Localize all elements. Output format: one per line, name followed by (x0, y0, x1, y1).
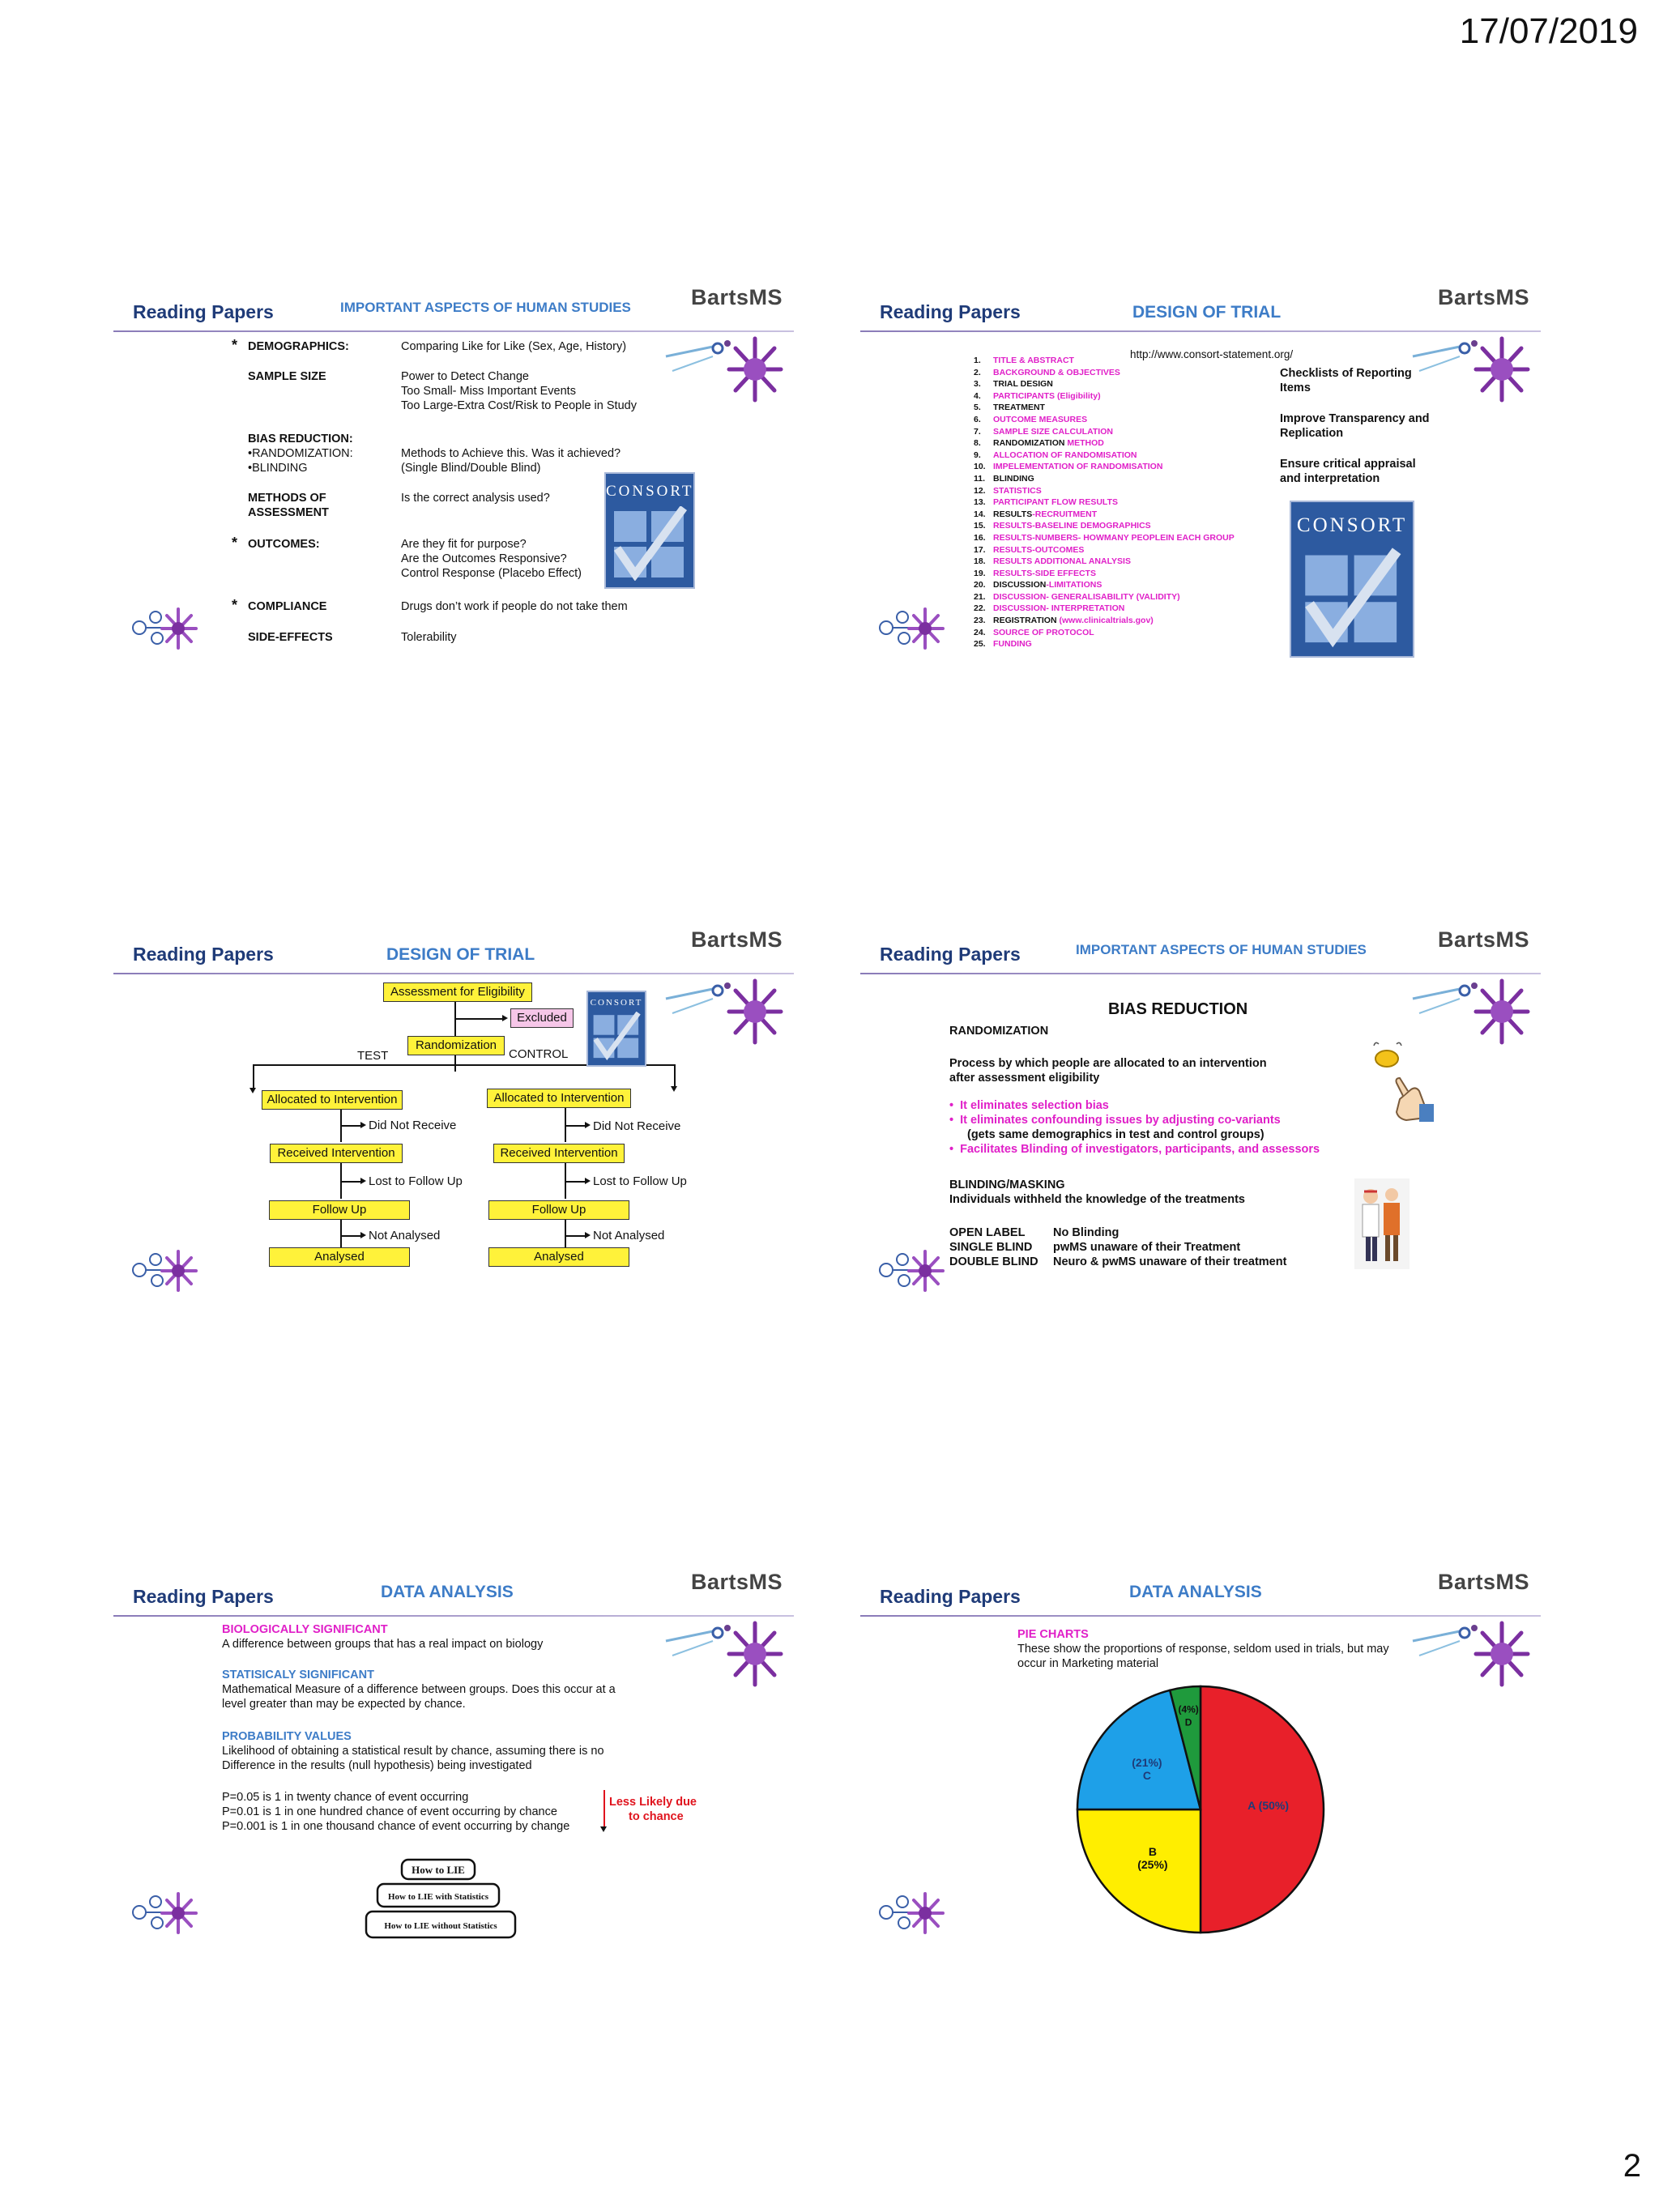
bullet-item: • It eliminates selection bias (949, 1099, 1109, 1112)
side-note: Checklists of Reporting (1280, 367, 1412, 380)
row-value: Too Small- Miss Important Events (401, 385, 576, 398)
excluded-box: Excluded (510, 1008, 574, 1028)
checklist-item: 4. PARTICIPANTS (Eligibility) (974, 390, 1101, 401)
pie-chart (1071, 1680, 1330, 1939)
bartsms-logo: BartsMS (690, 1570, 783, 1594)
molecule-icon (1411, 332, 1533, 407)
p-value-text: P=0.001 is 1 in one thousand chance of event occurring by change (222, 1820, 570, 1833)
slide-data-analysis-significance (113, 1560, 794, 1949)
row-value: Too Large-Extra Cost/Risk to People in Study (401, 399, 637, 412)
slide-design-of-trial-checklist (860, 275, 1541, 664)
molecule-icon (664, 332, 786, 407)
bio-title: BIOLOGICALLY SIGNIFICANT (222, 1623, 388, 1636)
blinding-label: BLINDING/MASKING (949, 1178, 1065, 1191)
molecule-icon (1411, 1617, 1533, 1691)
page-number: 2 (1623, 2148, 1641, 2184)
slide-bias-reduction (860, 918, 1541, 1306)
checklist-item: 8. RANDOMIZATION METHOD (974, 438, 1104, 449)
bartsms-logo: BartsMS (1437, 1570, 1529, 1594)
connector (253, 1064, 254, 1089)
slide-title: Reading Papers (880, 1586, 1021, 1607)
molecule-cluster-icon (862, 599, 951, 656)
not-analysed-label: Not Analysed (369, 1229, 441, 1242)
checklist-item: 17. RESULTS-OUTCOMES (974, 544, 1085, 555)
connector (565, 1235, 586, 1237)
down-arrow-icon (603, 1790, 605, 1827)
control-follow-up-box: Follow Up (488, 1200, 629, 1220)
blinded-scientists-icon (1354, 1178, 1410, 1269)
row-key: OUTCOMES: (248, 538, 320, 551)
checklist-item: 6. OUTCOME MEASURES (974, 414, 1088, 424)
blinding-mode-desc: No Blinding (1053, 1226, 1120, 1239)
checklist-item: 14. RESULTS-RECRUITMENT (974, 509, 1098, 519)
test-received-box: Received Intervention (270, 1144, 403, 1163)
slide-design-of-trial-flowchart (113, 918, 794, 1306)
test-label: TEST (357, 1049, 389, 1063)
book-title: How to LIE without Statistics (384, 1921, 497, 1931)
molecule-icon (664, 1617, 786, 1691)
pie-chart-title: PIE CHARTS (1017, 1628, 1089, 1641)
slide-title: Reading Papers (133, 301, 274, 322)
side-note: Items (1280, 381, 1311, 394)
section-heading: BIAS REDUCTION (1108, 1000, 1248, 1018)
bartsms-logo: BartsMS (1437, 927, 1529, 952)
row-key: COMPLIANCE (248, 600, 327, 613)
control-label: CONTROL (509, 1047, 569, 1061)
side-note: Improve Transparency and (1280, 412, 1430, 425)
slide-subtitle: IMPORTANT ASPECTS OF HUMAN STUDIES (340, 300, 631, 315)
checklist-item: 12. STATISTICS (974, 485, 1042, 496)
checklist-item: 22. DISCUSSION- INTERPRETATION (974, 603, 1125, 614)
molecule-icon (664, 974, 786, 1049)
molecule-icon (1411, 974, 1533, 1049)
lost-to-follow-up-label: Lost to Follow Up (593, 1174, 687, 1188)
books-illustration (365, 1856, 518, 1942)
connector (340, 1235, 361, 1237)
checklist-item: 16. RESULTS-NUMBERS- HOWMANY PEOPLEIN EACH GROUP (974, 532, 1235, 543)
checklist-item: 11. BLINDING (974, 473, 1034, 484)
row-key: DEMOGRAPHICS: (248, 340, 349, 353)
row-key: BIAS REDUCTION: (248, 433, 353, 445)
blinding-mode-desc: pwMS unaware of their Treatment (1053, 1241, 1241, 1254)
checklist-item: 18. RESULTS ADDITIONAL ANALYSIS (974, 556, 1131, 567)
connector (565, 1125, 586, 1127)
less-likely-label: to chance (629, 1810, 684, 1823)
row-value: Are they fit for purpose? (401, 538, 527, 551)
bartsms-logo: BartsMS (690, 285, 783, 309)
checklist-item: 2. BACKGROUND & OBJECTIVES (974, 367, 1120, 377)
row-value: Comparing Like for Like (Sex, Age, History) (401, 340, 627, 353)
checklist-item: 20. DISCUSSION-LIMITATIONS (974, 580, 1102, 590)
star-marker: * (232, 337, 238, 353)
connector (340, 1181, 361, 1183)
slide-data-analysis-pie (860, 1560, 1541, 1949)
consort-logo-text: CONSORT (590, 998, 643, 1008)
slide-title: Reading Papers (133, 1586, 274, 1607)
star-marker: * (232, 597, 238, 613)
checklist-item: 7. SAMPLE SIZE CALCULATION (974, 426, 1113, 437)
process-text: after assessment eligibility (949, 1072, 1100, 1085)
row-key: ASSESSMENT (248, 506, 329, 519)
pie-slice-label: (4%) D (1178, 1703, 1199, 1728)
checklist-item: 5. TREATMENT (974, 403, 1045, 413)
connector (565, 1181, 586, 1183)
checkmark-icon (1301, 548, 1403, 648)
bullet-item: • It eliminates confounding issues by adjusting co-variants (949, 1114, 1281, 1127)
consort-logo-text: CONSORT (606, 483, 694, 501)
blinding-mode: OPEN LABEL (949, 1226, 1026, 1239)
slide-title: Reading Papers (880, 301, 1021, 322)
slide-title: Reading Papers (133, 944, 274, 965)
pie-chart-desc: These show the proportions of response, seldom used in trials, but may (1017, 1643, 1389, 1656)
consort-logo (586, 991, 646, 1067)
row-value: Power to Detect Change (401, 370, 529, 383)
connector (454, 1018, 503, 1020)
bio-text: A difference between groups that has a real impact on biology (222, 1638, 544, 1651)
pie-slice-label: (21%) C (1132, 1755, 1162, 1782)
connector (340, 1125, 361, 1127)
blinding-mode: DOUBLE BLIND (949, 1255, 1038, 1268)
slide-title: Reading Papers (880, 944, 1021, 965)
book-title: How to LIE with Statistics (387, 1892, 489, 1902)
checkmark-icon (591, 1012, 642, 1060)
prob-text: Likelihood of obtaining a statistical result by chance, assuming there is no (222, 1745, 604, 1758)
blinding-desc: Individuals withheld the knowledge of the treatments (949, 1193, 1245, 1206)
blinding-mode-desc: Neuro & pwMS unaware of their treatment (1053, 1255, 1287, 1268)
control-allocated-box: Allocated to Intervention (487, 1089, 631, 1108)
bartsms-logo: BartsMS (1437, 285, 1529, 309)
blinding-mode: SINGLE BLIND (949, 1241, 1033, 1254)
slide-subtitle: DESIGN OF TRIAL (386, 945, 535, 964)
not-analysed-label: Not Analysed (593, 1229, 665, 1242)
assessment-box: Assessment for Eligibility (383, 982, 532, 1002)
trial-checklist (974, 355, 1235, 650)
row-value: Drugs don’t work if people do not take them (401, 600, 628, 613)
checklist-item: 1. TITLE & ABSTRACT (974, 356, 1074, 365)
molecule-cluster-icon (115, 1242, 204, 1298)
side-note: Ensure critical appraisal (1280, 458, 1416, 471)
pie-chart-desc: occur in Marketing material (1017, 1657, 1159, 1670)
did-not-receive-label: Did Not Receive (593, 1119, 681, 1133)
row-value: Methods to Achieve this. Was it achieved? (401, 447, 621, 460)
molecule-cluster-icon (862, 1242, 951, 1298)
p-value-text: P=0.05 is 1 in twenty chance of event occurring (222, 1791, 469, 1804)
control-analysed-box: Analysed (488, 1247, 629, 1267)
row-value: Are the Outcomes Responsive? (401, 552, 567, 565)
row-value: (Single Blind/Double Blind) (401, 462, 541, 475)
coin-toss-icon (1363, 1039, 1435, 1130)
randomization-box: Randomization (407, 1036, 505, 1055)
checkmark-icon (611, 506, 689, 581)
slide-subtitle: DATA ANALYSIS (1129, 1583, 1262, 1601)
checklist-item: 13. PARTICIPANT FLOW RESULTS (974, 497, 1118, 508)
stat-title: STATISICALY SIGNIFICANT (222, 1669, 374, 1681)
book-title: How to LIE (412, 1864, 465, 1876)
side-note: and interpretation (1280, 472, 1380, 485)
test-allocated-box: Allocated to Intervention (262, 1090, 403, 1110)
prob-title: PROBABILITY VALUES (222, 1730, 352, 1743)
molecule-cluster-icon (115, 599, 204, 656)
checklist-item: 9. ALLOCATION OF RANDOMISATION (974, 450, 1137, 460)
consort-url: http://www.consort-statement.org/ (1130, 348, 1294, 360)
control-received-box: Received Intervention (493, 1144, 625, 1163)
checklist-item: 19. RESULTS-SIDE EFFECTS (974, 568, 1096, 578)
stat-text: Mathematical Measure of a difference between groups. Does this occur at a (222, 1683, 616, 1696)
bartsms-logo: BartsMS (690, 927, 783, 952)
test-analysed-box: Analysed (269, 1247, 410, 1267)
slide-subtitle: DATA ANALYSIS (381, 1583, 514, 1601)
consort-logo-text: CONSORT (1296, 514, 1408, 537)
lost-to-follow-up-label: Lost to Follow Up (369, 1174, 463, 1188)
consort-logo (1290, 501, 1414, 658)
stat-text: level greater than may be expected by chance. (222, 1698, 466, 1711)
row-key: •RANDOMIZATION: (248, 447, 353, 460)
bullet-item: • Facilitates Blinding of investigators, participants, and assessors (949, 1143, 1320, 1156)
prob-text: Difference in the results (null hypothesis) being investigated (222, 1759, 532, 1772)
randomization-label: RANDOMIZATION (949, 1025, 1049, 1038)
connector (674, 1064, 676, 1087)
consort-logo (604, 472, 695, 589)
slide-important-aspects (113, 275, 794, 664)
checklist-item: 3. TRIAL DESIGN (974, 379, 1053, 390)
connector (340, 1220, 342, 1247)
row-value: Is the correct analysis used? (401, 492, 550, 505)
process-text: Process by which people are allocated to an intervention (949, 1057, 1267, 1070)
molecule-cluster-icon (115, 1884, 204, 1941)
row-key: •BLINDING (248, 462, 308, 475)
checklist-item: 25. FUNDING (974, 639, 1032, 650)
row-value: Tolerability (401, 631, 457, 644)
checklist-item: 21. DISCUSSION- GENERALISABILITY (VALIDITY) (974, 591, 1180, 602)
checklist-item: 10. IMPELEMENTATION OF RANDOMISATION (974, 462, 1163, 472)
page-date: 17/07/2019 (1459, 11, 1638, 51)
checklist-item: 24. SOURCE OF PROTOCOL (974, 627, 1094, 637)
less-likely-label: Less Likely due (609, 1796, 697, 1809)
checklist-item: 23. REGISTRATION (www.clinicaltrials.gov) (974, 616, 1154, 626)
test-follow-up-box: Follow Up (269, 1200, 410, 1220)
connector (565, 1220, 566, 1247)
slide-subtitle: IMPORTANT ASPECTS OF HUMAN STUDIES (1076, 942, 1367, 957)
row-key: METHODS OF (248, 492, 326, 505)
checklist-item: 15. RESULTS-BASELINE DEMOGRAPHICS (974, 521, 1151, 531)
pie-slice-label: A (50%) (1247, 1799, 1290, 1812)
did-not-receive-label: Did Not Receive (369, 1119, 457, 1132)
pie-slice-label: B (25%) (1137, 1845, 1168, 1872)
p-value-text: P=0.01 is 1 in one hundred chance of event occurring by chance (222, 1805, 557, 1818)
row-key: SIDE-EFFECTS (248, 631, 333, 644)
row-key: SAMPLE SIZE (248, 370, 326, 383)
side-note: Replication (1280, 427, 1344, 440)
bullet-subtext: (gets same demographics in test and control groups) (967, 1128, 1265, 1141)
star-marker: * (232, 535, 238, 551)
slide-subtitle: DESIGN OF TRIAL (1132, 303, 1282, 322)
row-value: Control Response (Placebo Effect) (401, 567, 582, 580)
molecule-cluster-icon (862, 1884, 951, 1941)
